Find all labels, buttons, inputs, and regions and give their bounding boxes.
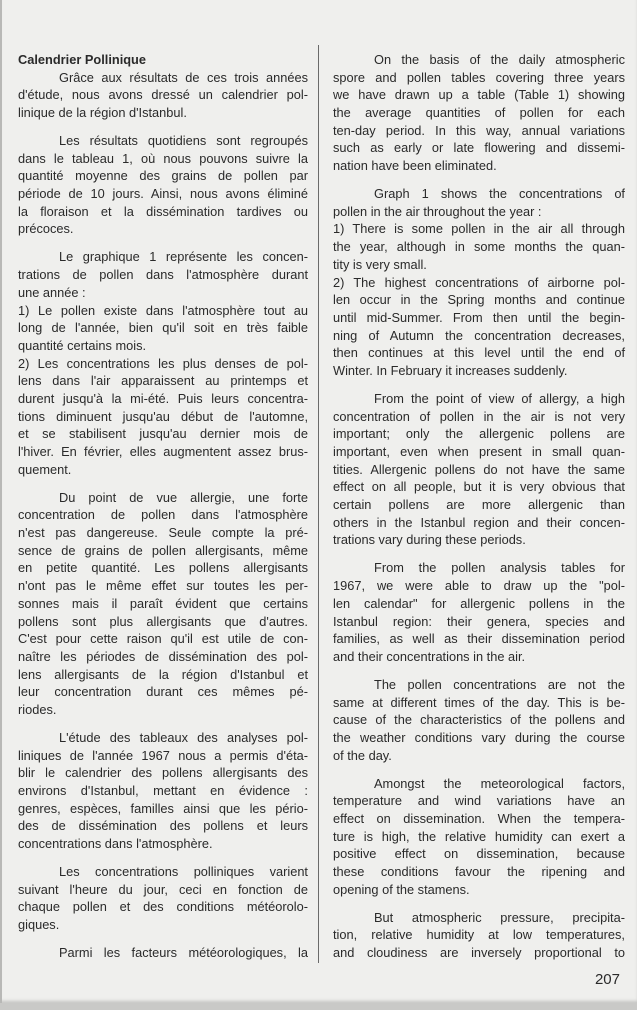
text-line: 1967, we were able to draw up the "pol- xyxy=(333,578,625,594)
paragraph xyxy=(18,489,308,719)
text-line: Grâce aux résultats de ces trois années xyxy=(59,69,308,85)
text-line: important; only the allergenic pollens are xyxy=(333,426,625,442)
text-line: lens allergisants de la région d'Istanbul et xyxy=(18,666,308,682)
text-line: genres, espèces, familles ainsi que les pério- xyxy=(18,800,308,816)
text-line: and their concentrations in the air. xyxy=(333,648,526,664)
text-line: n'est pas dangereuse. Seule compte la pré- xyxy=(18,525,308,541)
text-line: families, as well as their dissemination period xyxy=(333,631,625,647)
page-number: 207 xyxy=(594,971,620,988)
text-line: such as early or late flowering and dissemi- xyxy=(333,140,625,156)
text-line: we have drawn up a table (Table 1) showing xyxy=(333,87,625,103)
paragraph xyxy=(333,676,625,764)
text-line: linique de la région d'Istanbul. xyxy=(18,105,187,121)
text-line: d'étude, nous avons dressé un calendrier pol- xyxy=(18,87,308,103)
text-line: these conditions favour the ripening and xyxy=(333,864,625,880)
text-line: en petite quantité. Les pollens allergisants xyxy=(18,560,308,576)
text-line: effect on dissemination. When the tempera- xyxy=(333,810,625,826)
text-line: sonnes mais il paraît évident que certains xyxy=(18,595,308,611)
paragraph xyxy=(18,132,308,238)
text-line: C'est pour cette raison qu'il est utile de con- xyxy=(18,631,308,647)
text-line: ten-day period. In this way, annual variations xyxy=(333,122,625,138)
paragraph xyxy=(333,390,625,549)
text-line: chaque pollen et des conditions météorolo- xyxy=(18,899,308,915)
text-line: des de dissémination des pollens et leurs xyxy=(18,818,308,834)
text-line: durent jusqu'à la mi-été. Puis leurs concentra- xyxy=(18,390,308,406)
text-line: et se stabilisent jusqu'au dernier mois de xyxy=(18,426,308,442)
text-line: Le graphique 1 représente les concen- xyxy=(59,249,308,265)
text-line: précoces. xyxy=(18,221,74,237)
text-line: sence de grains de pollen allergisants, même xyxy=(18,542,308,558)
text-line: opening of the stamens. xyxy=(333,881,470,897)
text-line: On the basis of the daily atmospheric xyxy=(374,52,625,67)
list-item-line: 2) The highest concentrations of airborne pol- xyxy=(333,274,625,290)
text-line: From the point of view of allergy, a high xyxy=(374,390,625,406)
text-line: Les résultats quotidiens sont regroupés xyxy=(59,133,308,149)
text-line: L'étude des tableaux des analyses pol- xyxy=(59,729,308,745)
text-line: trations vary during these periods. xyxy=(333,532,526,548)
text-line: nation have been eliminated. xyxy=(333,158,497,174)
text-line: tity is very small. xyxy=(333,256,427,272)
paragraph xyxy=(333,559,625,665)
text-line: la floraison et la dissémination tardives ou xyxy=(18,203,308,219)
text-line: cause of the characteristics of the pollens and xyxy=(333,712,625,728)
text-line: trations de pollen dans l'atmosphère durant xyxy=(18,267,308,283)
paragraph xyxy=(18,729,308,853)
list-item-line: 1) There is some pollen in the air all through xyxy=(333,221,625,237)
text-line: then continues at this level until the end of xyxy=(333,345,625,361)
paragraph xyxy=(18,69,308,122)
text-line: blir le calendrier des pollens allergisants des xyxy=(18,765,308,781)
text-line: But atmospheric pressure, precipita- xyxy=(374,909,625,925)
text-line: naître les périodes de dissémination des pol- xyxy=(18,648,308,664)
text-line: others in the Istanbul region and their concen- xyxy=(333,514,625,530)
text-line: Parmi les facteurs météorologiques, la xyxy=(59,945,308,961)
list-item-line: 2) Les concentrations les plus denses de pol- xyxy=(18,355,308,371)
text-line: positive effect on dissemination, because xyxy=(333,846,625,862)
paragraph xyxy=(18,944,308,962)
paragraph xyxy=(333,775,625,899)
text-line: and cloudiness are inversely proportional to xyxy=(333,945,625,961)
text-line: ning of Autumn the concentration decreases, xyxy=(333,327,625,343)
paragraph xyxy=(18,248,308,478)
text-line: certain pollens are more allergenic than xyxy=(333,497,625,513)
text-line: quement. xyxy=(18,461,72,477)
text-line: effect on all people, but it is very obvious that xyxy=(333,479,625,495)
paragraph xyxy=(333,909,625,962)
text-line: suivant l'heure du jour, ceci en fonction de xyxy=(18,881,308,897)
text-line: ture is high, the relative humidity can exert a xyxy=(333,828,625,844)
text-line: quantité moyenne des grains de pollen par xyxy=(18,168,308,184)
text-line: Istanbul region: their genera, species and xyxy=(333,613,625,629)
text-line: len calendar" for allergenic pollens in the xyxy=(333,595,625,611)
list-item-line: 1) Le pollen existe dans l'atmosphère tout au xyxy=(18,302,308,318)
text-line: Les concentrations polliniques varient xyxy=(59,864,308,880)
text-line: riodes. xyxy=(18,701,57,717)
column-divider xyxy=(318,45,319,963)
text-line: liniques de l'année 1967 nous a permis d'éta- xyxy=(18,747,308,763)
text-line: giques. xyxy=(18,917,60,933)
text-line: concentration de pollen dans l'atmosphère xyxy=(18,507,308,523)
text-line: pollen in the air throughout the year : xyxy=(333,203,542,219)
text-line: lens dans l'air apparaissent au printemps et xyxy=(18,373,308,389)
text-line: temperature and wind variations have an xyxy=(333,793,625,809)
text-line: Winter. In February it increases suddenly. xyxy=(333,362,568,378)
text-line: dans le tableau 1, où nous pouvons suivre la xyxy=(18,150,308,166)
text-line: environs d'Istanbul, mettant en évidence : xyxy=(18,783,308,798)
text-line: until mid-Summer. From then until the begin- xyxy=(333,309,625,325)
text-line: concentrations dans l'atmosphère. xyxy=(18,836,213,852)
text-line: the year, although in some months the quan- xyxy=(333,239,625,255)
paragraph xyxy=(18,863,308,934)
text-line: tions diminuent jusqu'au début de l'automne, xyxy=(18,408,308,424)
text-line: quantité certains mois. xyxy=(18,337,147,353)
paragraph xyxy=(333,185,625,380)
text-line: période de 10 jours. Ainsi, nous avons éliminé xyxy=(18,186,308,202)
text-line: len occur in the Spring months and continue xyxy=(333,292,625,308)
text-line: important, even when present in small quan- xyxy=(333,444,625,460)
right-text-column xyxy=(333,51,625,972)
text-line: pollens sont plus allergisants que d'autres. xyxy=(18,613,308,629)
text-line: of the day. xyxy=(333,747,392,763)
text-line: Du point de vue allergie, une forte xyxy=(59,489,308,505)
text-line: concentration of pollen in the air is not very xyxy=(333,408,625,424)
paragraph xyxy=(333,51,625,175)
left-text-column xyxy=(18,51,308,972)
text-line: the weather conditions vary during the course xyxy=(333,729,625,745)
text-line: n'ont pas le même effet sur toutes les per- xyxy=(18,578,308,594)
text-line: leur concentration durant ces mêmes pé- xyxy=(18,684,308,700)
text-line: tion, relative humidity at low temperatures, xyxy=(333,927,625,943)
text-line: Amongst the meteorological factors, xyxy=(374,775,625,791)
text-line: same at different times of the day. This is be- xyxy=(333,694,625,710)
text-line: Graph 1 shows the concentrations of xyxy=(374,186,625,202)
text-line: tities. Allergenic pollens do not have the same xyxy=(333,461,625,477)
text-line: the average quantities of pollen for each xyxy=(333,105,625,121)
text-line: From the pollen analysis tables for xyxy=(374,560,625,576)
section-heading: Calendrier Pollinique xyxy=(18,52,146,67)
text-line: une année : xyxy=(18,284,86,300)
text-line: long de l'année, bien qu'il soit en très faible xyxy=(18,320,308,336)
text-line: spore and pollen tables covering three years xyxy=(333,69,625,85)
text-line: l'hiver. En février, elles augmentent assez brus- xyxy=(18,444,308,460)
text-line: The pollen concentrations are not the xyxy=(374,676,625,692)
